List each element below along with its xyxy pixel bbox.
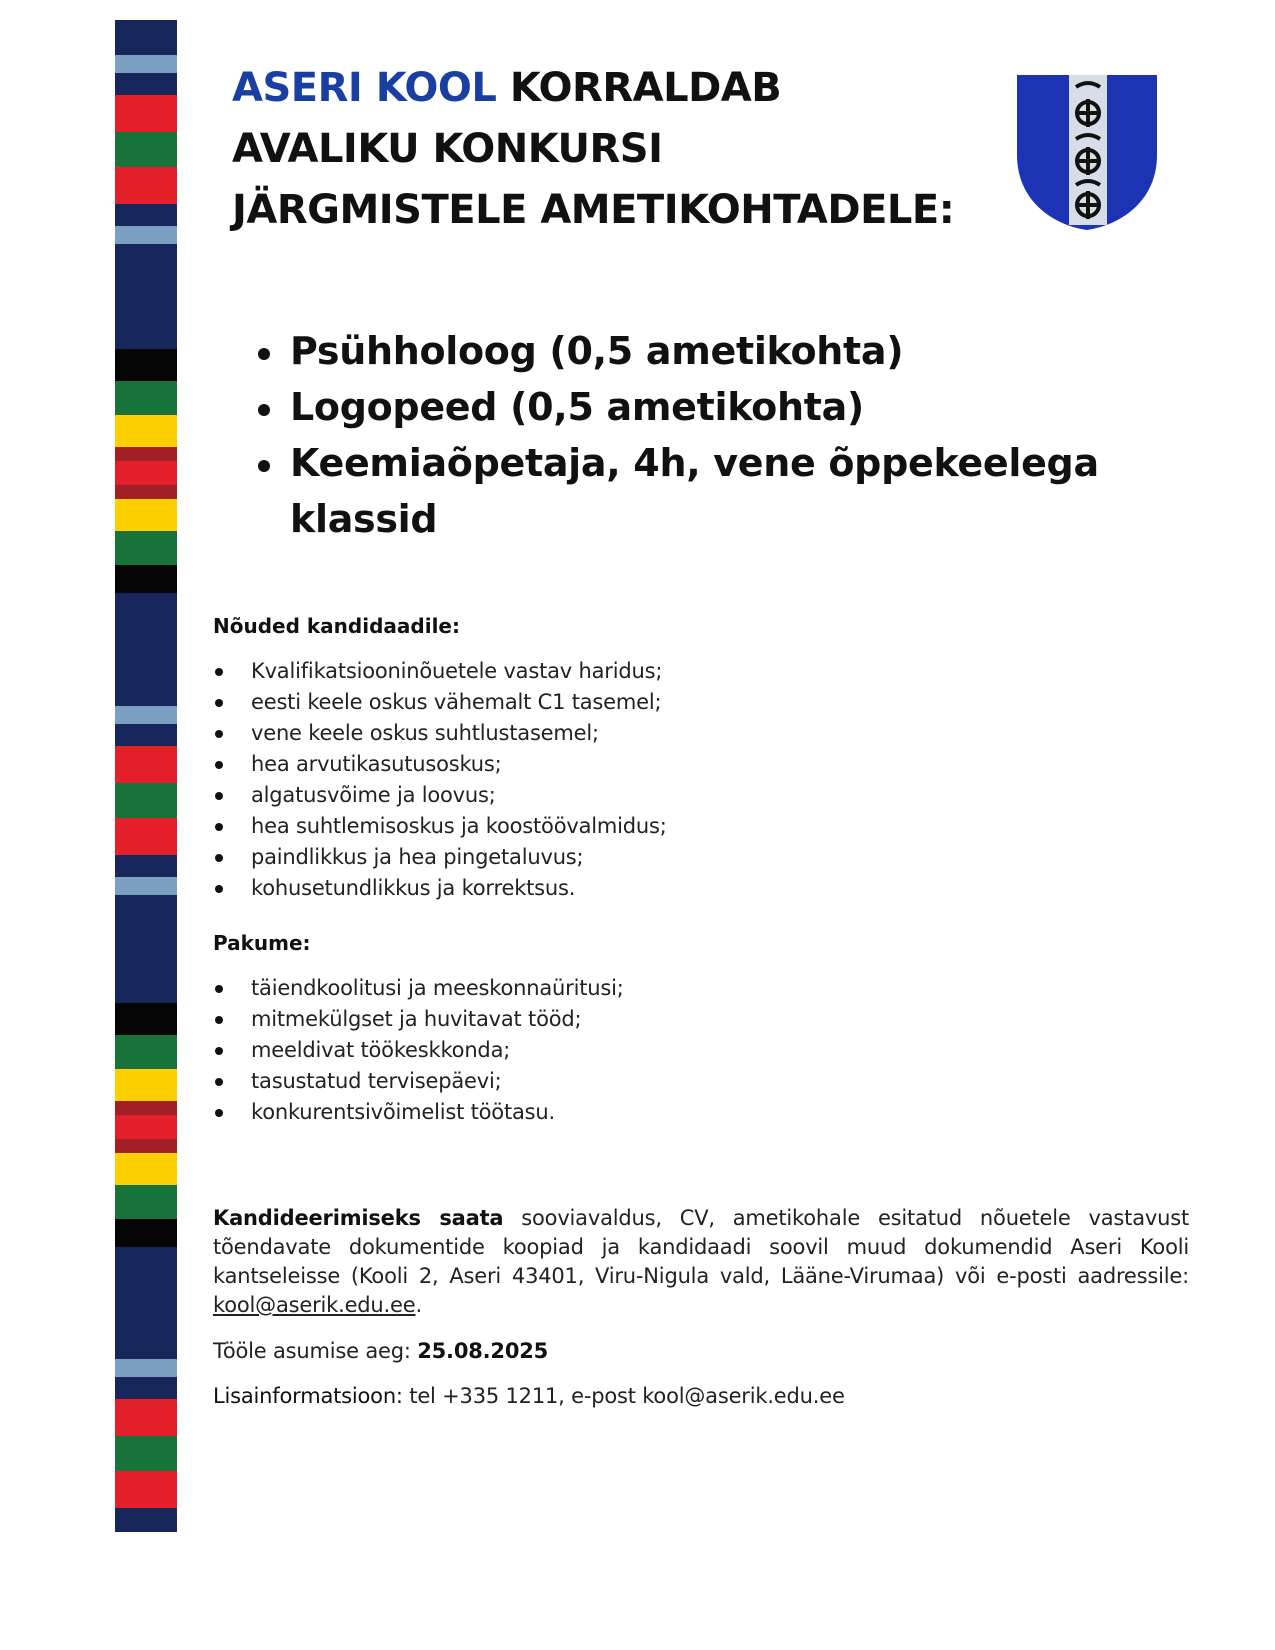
- bullet-icon: [215, 854, 223, 862]
- list-item: mitmekülgset ja huvitavat tööd;: [213, 1004, 624, 1035]
- stripe-band: [115, 1247, 177, 1359]
- stripe-band: [115, 724, 177, 746]
- stripe-band: [115, 132, 177, 167]
- stripe-band: [115, 1101, 177, 1115]
- stripe-band: [115, 1069, 177, 1101]
- requirements-list: [213, 656, 667, 904]
- list-item: tasustatud tervisepäevi;: [213, 1066, 624, 1097]
- stripe-band: [115, 73, 177, 95]
- decorative-stripe: [115, 20, 177, 1630]
- start-date-label: Tööle asumise aeg:: [213, 1339, 418, 1363]
- stripe-band: [115, 1436, 177, 1471]
- list-item: hea suhtlemisoskus ja koostöövalmidus;: [213, 811, 667, 842]
- start-date-line: [213, 1339, 548, 1363]
- stripe-band: [115, 593, 177, 706]
- bullet-icon: [215, 1047, 223, 1055]
- stripe-band: [115, 461, 177, 485]
- stripe-band: [115, 1139, 177, 1153]
- stripe-band: [115, 415, 177, 447]
- stripe-band: [115, 1003, 177, 1035]
- stripe-band: [115, 706, 177, 724]
- stripe-band: [115, 1219, 177, 1247]
- stripe-band: [115, 55, 177, 73]
- bullet-icon: [215, 699, 223, 707]
- stripe-band: [115, 531, 177, 565]
- list-item: vene keele oskus suhtlustasemel;: [213, 718, 667, 749]
- bullet-icon: [215, 823, 223, 831]
- stripe-band: [115, 818, 177, 855]
- stripe-band: [115, 381, 177, 415]
- title-text: KORRALDAB AVALIKU KONKURSI JÄRGMISTELE AMETIKOHTADELE:: [232, 65, 955, 233]
- list-item: Kvalifikatsiooninõuetele vastav haridus;: [213, 656, 667, 687]
- bullet-icon: [258, 460, 270, 472]
- bullet-icon: [215, 668, 223, 676]
- stripe-band: [115, 895, 177, 1003]
- stripe-band: [115, 485, 177, 499]
- requirements-title: Nõuded kandidaadile:: [213, 614, 460, 638]
- list-item: konkurentsivõimelist töötasu.: [213, 1097, 624, 1128]
- start-date-value: 25.08.2025: [417, 1339, 549, 1363]
- stripe-band: [115, 1359, 177, 1377]
- application-paragraph: Kandideerimiseks saata sooviavaldus, CV, ametikohale esitatud nõuetele vastavust tõendavate dokumentide koopiad ja kandidaadi soovil muud dokumendid Aseri Kooli kantseleisse (Kooli 2, Aseri 43401, Viru-Nigula vald, Lääne-Virumaa) või e-posti aadressile: kool@aserik.edu.ee.: [213, 1206, 1189, 1317]
- email-link[interactable]: kool@aserik.edu.ee: [213, 1293, 416, 1317]
- application-body: sooviavaldus, CV, ametikohale esitatud nõuetele vastavust tõendavate dokumentide koopiad ja kandidaadi soovil muud dokumendid Aseri Kooli kantseleisse (Kooli 2, Aseri 43401, Viru-Nigula vald, Lääne-Virumaa) või e-posti aadressile:: [213, 1206, 1189, 1288]
- info-text: tel +335 1211, e-post kool@aserik.edu.ee: [402, 1384, 845, 1408]
- stripe-band: [115, 783, 177, 818]
- school-name: ASERI KOOL: [232, 65, 497, 111]
- list-item: paindlikkus ja hea pingetaluvus;: [213, 842, 667, 873]
- bullet-icon: [215, 985, 223, 993]
- stripe-band: [115, 1115, 177, 1139]
- bullet-icon: [215, 1109, 223, 1117]
- stripe-band: [115, 499, 177, 531]
- stripe-band: [115, 1508, 177, 1532]
- stripe-band: [115, 20, 177, 55]
- position-item: Keemiaõpetaja, 4h, vene õppekeelega klassid: [258, 435, 1158, 547]
- page-title: [232, 58, 962, 241]
- stripe-band: [115, 1377, 177, 1399]
- stripe-band: [115, 244, 177, 349]
- info-label: Lisainformatsioon:: [213, 1384, 403, 1408]
- positions-list: [258, 323, 1158, 547]
- info-line: [213, 1384, 845, 1408]
- bullet-icon: [258, 404, 270, 416]
- stripe-band: [115, 1185, 177, 1219]
- stripe-band: [115, 1399, 177, 1436]
- list-item: meeldivat töökeskkonda;: [213, 1035, 624, 1066]
- list-item: algatusvõime ja loovus;: [213, 780, 667, 811]
- bullet-icon: [215, 1016, 223, 1024]
- application-lead: Kandideerimiseks saata: [213, 1206, 504, 1230]
- stripe-band: [115, 855, 177, 877]
- position-item: Psühholoog (0,5 ametikohta): [258, 323, 1158, 379]
- stripe-band: [115, 167, 177, 204]
- stripe-band: [115, 95, 177, 132]
- position-item: Logopeed (0,5 ametikohta): [258, 379, 1158, 435]
- bullet-icon: [215, 1078, 223, 1086]
- stripe-band: [115, 1035, 177, 1069]
- offer-title: Pakume:: [213, 931, 311, 955]
- stripe-band: [115, 204, 177, 226]
- stripe-band: [115, 877, 177, 895]
- list-item: eesti keele oskus vähemalt C1 tasemel;: [213, 687, 667, 718]
- bullet-icon: [215, 761, 223, 769]
- offer-list: [213, 973, 624, 1128]
- stripe-band: [115, 349, 177, 381]
- stripe-band: [115, 226, 177, 244]
- bullet-icon: [215, 730, 223, 738]
- bullet-icon: [215, 792, 223, 800]
- stripe-band: [115, 565, 177, 593]
- bullet-icon: [258, 348, 270, 360]
- stripe-band: [115, 1153, 177, 1185]
- aseri-coat-of-arms-icon: [1017, 75, 1157, 230]
- stripe-band: [115, 447, 177, 461]
- stripe-band: [115, 1471, 177, 1508]
- bullet-icon: [215, 885, 223, 893]
- stripe-band: [115, 746, 177, 783]
- list-item: kohusetundlikkus ja korrektsus.: [213, 873, 667, 904]
- list-item: hea arvutikasutusoskus;: [213, 749, 667, 780]
- list-item: täiendkoolitusi ja meeskonnaüritusi;: [213, 973, 624, 1004]
